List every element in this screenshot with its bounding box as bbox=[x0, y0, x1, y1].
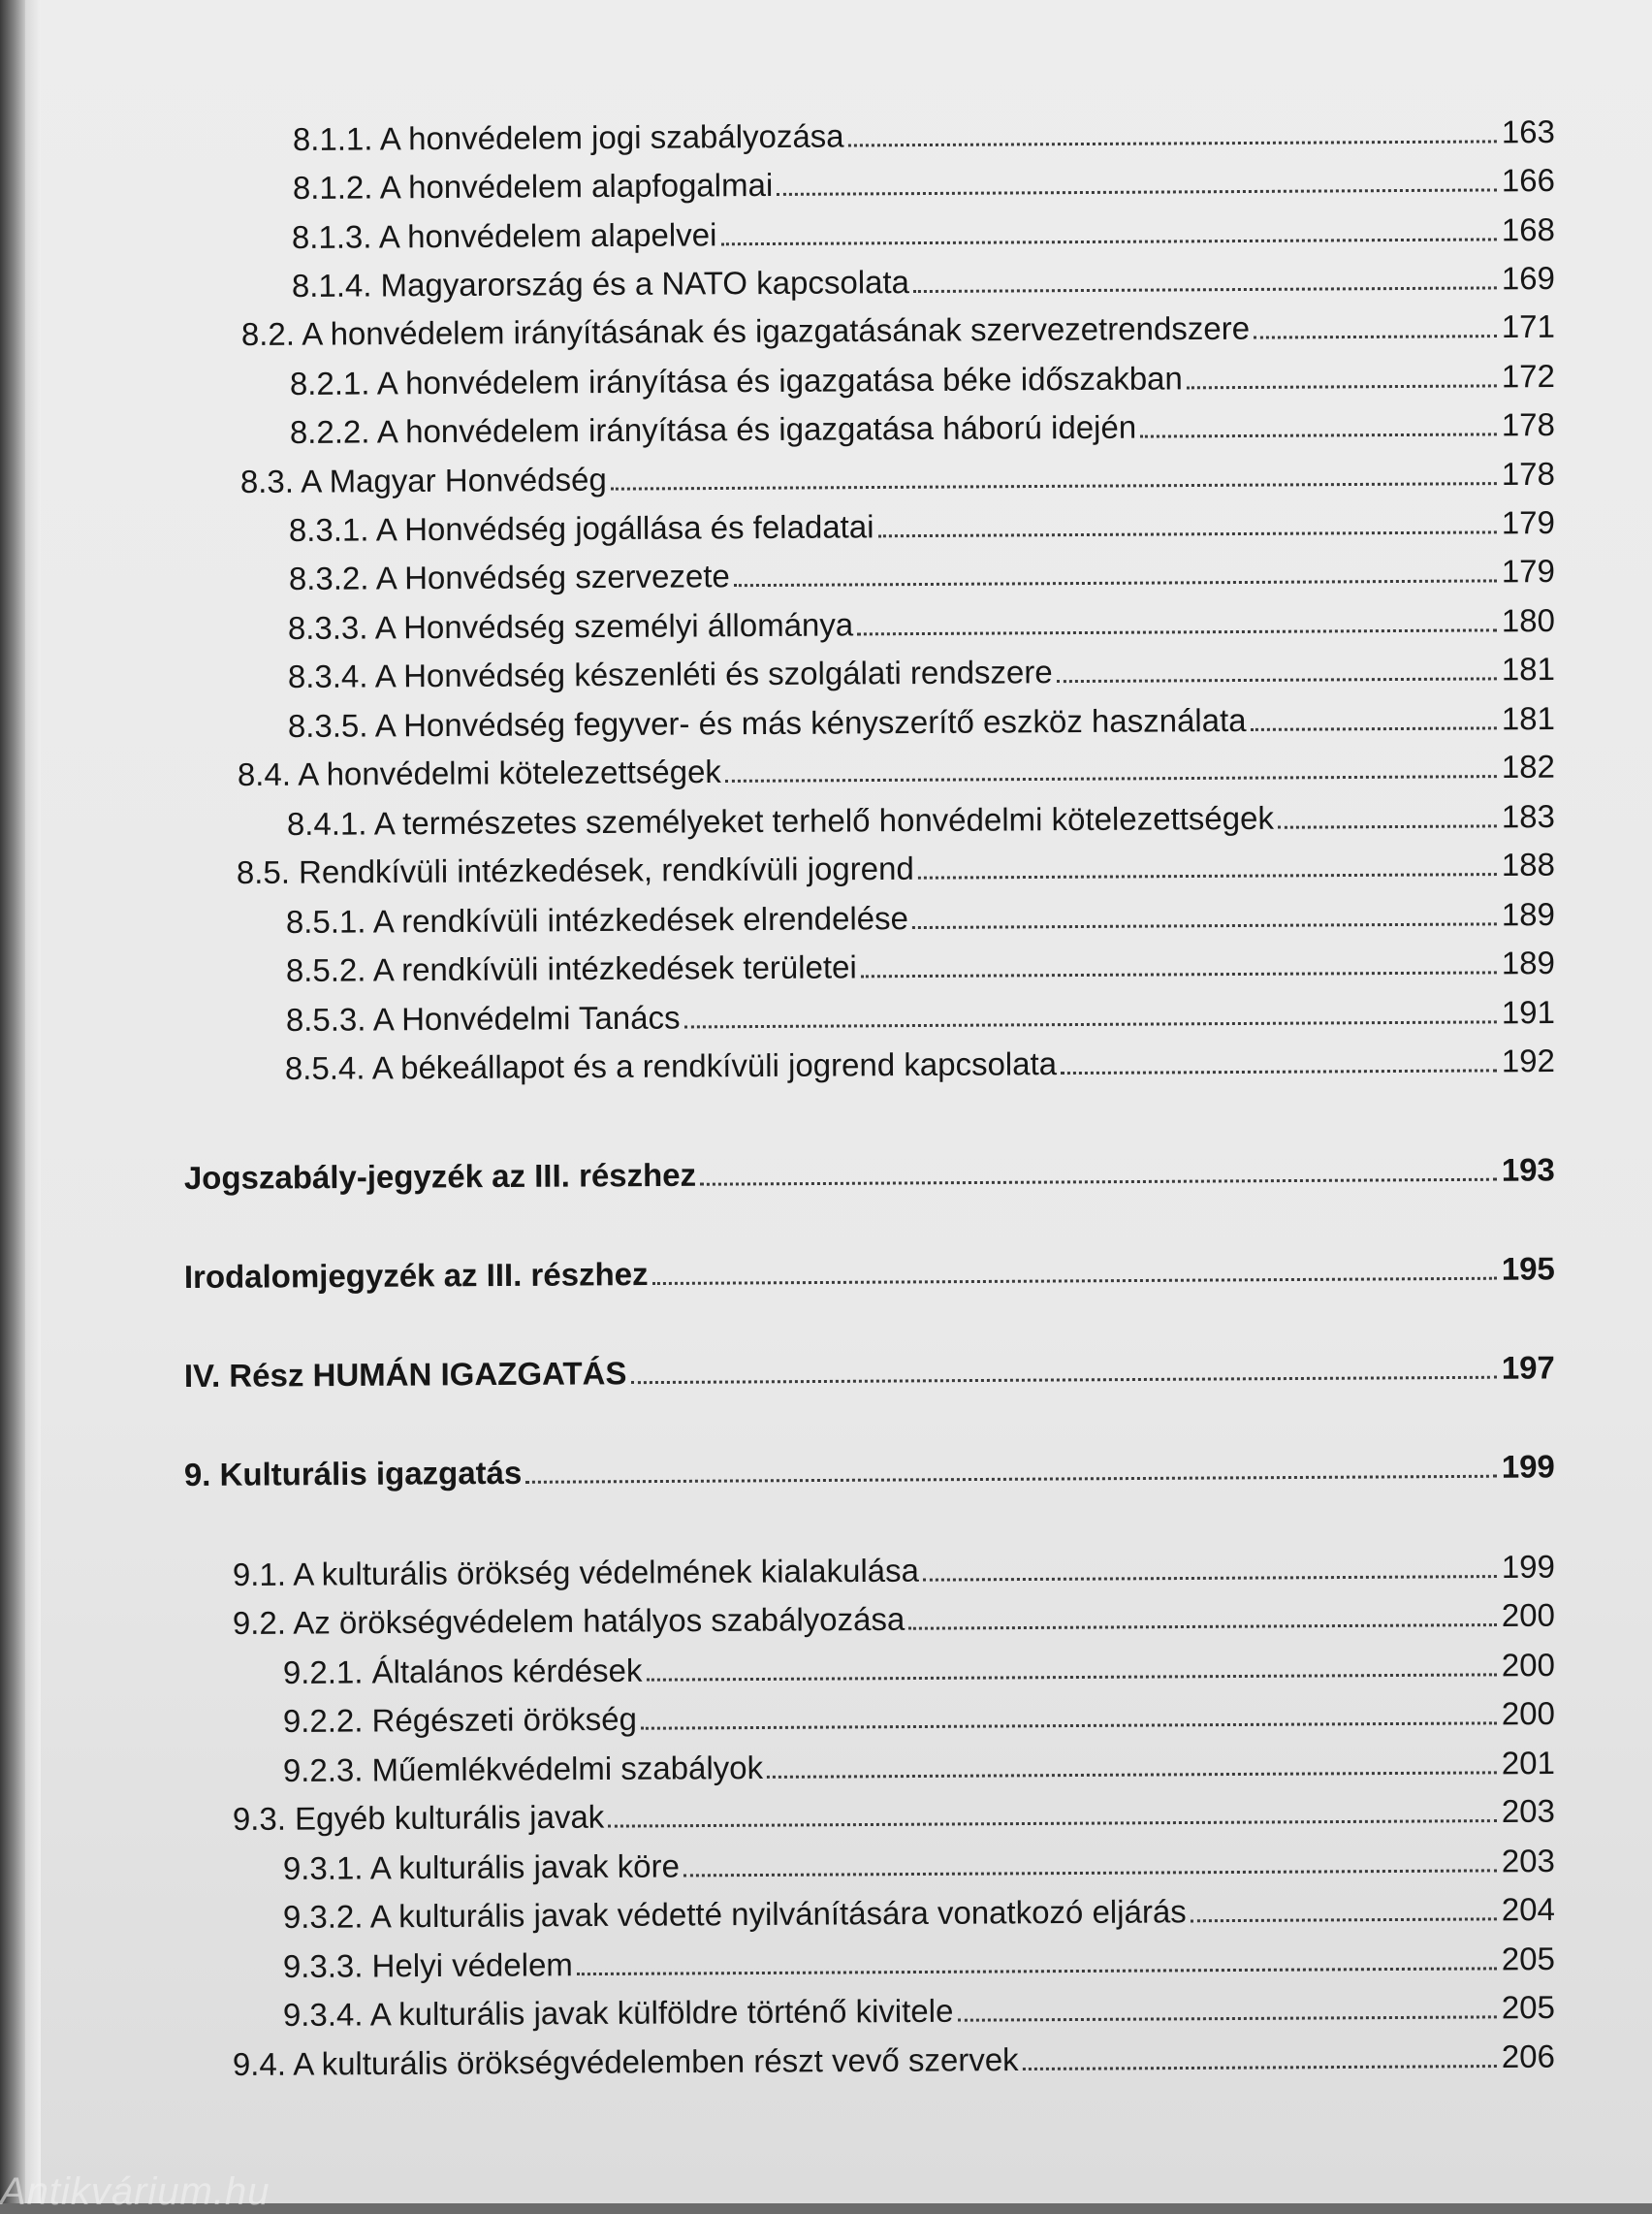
dot-leader bbox=[918, 873, 1497, 880]
dot-leader bbox=[684, 1020, 1497, 1028]
dot-leader bbox=[700, 1178, 1497, 1186]
toc-entry-page: 189 bbox=[1501, 945, 1555, 981]
dot-leader bbox=[1191, 1917, 1497, 1922]
toc-entry-page: 195 bbox=[1501, 1250, 1555, 1287]
toc-entry-page: 181 bbox=[1501, 700, 1555, 737]
toc-entry-title: Jogszabály-jegyzék az III. részhez bbox=[183, 1156, 697, 1196]
toc-entry-page: 199 bbox=[1501, 1448, 1555, 1485]
toc-entry-8-2-2 bbox=[290, 401, 1555, 452]
toc-entry-page: 169 bbox=[1501, 260, 1555, 297]
toc-entry-title: 8.2.2. A honvédelem irányítása és igazgatása háború idején bbox=[289, 408, 1137, 451]
toc-entry-8-2 bbox=[241, 304, 1555, 354]
toc-entry-title: 8.3.3. A Honvédség személyi állománya bbox=[287, 606, 854, 647]
dot-leader bbox=[957, 2015, 1496, 2021]
toc-entry-8-1-3 bbox=[292, 207, 1555, 257]
toc-entry-9-1 bbox=[233, 1544, 1555, 1594]
dot-leader bbox=[725, 775, 1497, 783]
toc-entry-8-3-5 bbox=[288, 695, 1555, 746]
toc-entry-page: 172 bbox=[1501, 358, 1555, 395]
dot-leader bbox=[1251, 726, 1497, 731]
toc-entry-9-2-2 bbox=[283, 1690, 1555, 1741]
toc-entry-page: 203 bbox=[1501, 1842, 1555, 1879]
dot-leader bbox=[777, 188, 1497, 196]
dot-leader bbox=[1057, 677, 1497, 683]
toc-entry-page: 203 bbox=[1501, 1792, 1555, 1830]
toc-entry-page: 182 bbox=[1501, 748, 1555, 786]
toc-entry-9-4 bbox=[233, 2034, 1555, 2084]
toc-entry-title: 8.3.5. A Honvédség fegyver- és más kényszerítő eszköz használata bbox=[287, 701, 1247, 745]
toc-entry-8-3 bbox=[240, 451, 1555, 501]
dot-leader bbox=[908, 1623, 1497, 1630]
toc-entry-page: 180 bbox=[1501, 602, 1555, 639]
toc-entry-title: 8.3.4. A Honvédség készenléti és szolgálati rendszere bbox=[287, 654, 1053, 695]
dot-leader bbox=[652, 1277, 1497, 1285]
toc-entry-page: 200 bbox=[1501, 1596, 1555, 1634]
toc-entry-8-5-4 bbox=[285, 1038, 1555, 1088]
toc-entry-8-1-2 bbox=[293, 157, 1555, 208]
toc-entry-page: 200 bbox=[1501, 1694, 1555, 1732]
toc-entry-9-3-4 bbox=[283, 1984, 1555, 2035]
toc-entry-page: 178 bbox=[1501, 406, 1555, 443]
toc-entry-title: 9.3.2. A kulturális javak védetté nyilvánítására vonatkozó eljárás bbox=[282, 1893, 1187, 1935]
dot-leader bbox=[525, 1475, 1497, 1484]
toc-entry-page: 189 bbox=[1501, 896, 1555, 933]
toc-entry-page: 192 bbox=[1501, 1042, 1555, 1079]
toc-entry-page: 205 bbox=[1501, 1988, 1555, 2026]
dot-leader bbox=[683, 1869, 1497, 1877]
toc-entry-title: 8.2. A honvédelem irányításának és igazgatásának szervezetrendszere bbox=[240, 309, 1251, 353]
dot-leader bbox=[1187, 384, 1497, 389]
toc-entry-page: 181 bbox=[1501, 651, 1555, 688]
toc-entry-title: 9.3.1. A kulturális javak köre bbox=[282, 1847, 681, 1886]
toc-entry-title: 8.5.1. A rendkívüli intézkedések elrendelése bbox=[285, 900, 909, 941]
dot-leader bbox=[861, 971, 1497, 978]
dot-leader bbox=[1254, 335, 1497, 339]
dot-leader bbox=[734, 579, 1497, 587]
toc-entry-title: 8.3.2. A Honvédség szervezete bbox=[288, 558, 730, 597]
toc-entry-8-3-2 bbox=[289, 548, 1555, 598]
toc-entry-page: 179 bbox=[1501, 504, 1555, 541]
toc-entry-title: 8.5.4. A békeállapot és a rendkívüli jogrend kapcsolata bbox=[284, 1045, 1058, 1086]
toc-entry-page: 193 bbox=[1501, 1151, 1555, 1188]
toc-entry-9-2 bbox=[233, 1592, 1555, 1643]
dot-leader bbox=[913, 286, 1497, 293]
toc-entry-title: 9.1. A kulturális örökség védelmének kialakulása bbox=[232, 1552, 920, 1592]
toc-entry-title: 9.3. Egyéb kulturális javak bbox=[232, 1798, 605, 1837]
toc-entry-page: 205 bbox=[1501, 1940, 1555, 1977]
watermark: Antikvárium.hu bbox=[0, 2170, 270, 2213]
toc-entry-page: 168 bbox=[1501, 211, 1555, 248]
toc-entry-9-3-3 bbox=[283, 1936, 1555, 1986]
toc-entry-iv-resz bbox=[184, 1344, 1555, 1396]
toc-entry-page: 183 bbox=[1501, 798, 1555, 835]
toc-entry-8-5-1 bbox=[286, 891, 1555, 942]
toc-entry-title: 9.4. A kulturális örökségvédelemben részt vevő szervek bbox=[232, 2041, 1019, 2082]
toc-entry-9-3-2 bbox=[283, 1886, 1555, 1937]
toc-entry-8-5-3 bbox=[286, 989, 1555, 1040]
toc-entry-page: 199 bbox=[1501, 1548, 1555, 1586]
toc-entry-8-1-4 bbox=[292, 255, 1555, 305]
toc-entry-page: 179 bbox=[1501, 553, 1555, 590]
toc-entry-title: 9.2. Az örökségvédelem hatályos szabályozása bbox=[232, 1600, 905, 1641]
dot-leader bbox=[608, 1819, 1497, 1828]
toc-entry-title: Irodalomjegyzék az III. részhez bbox=[183, 1256, 649, 1295]
dot-leader bbox=[630, 1376, 1496, 1384]
dot-leader bbox=[646, 1673, 1496, 1681]
dot-leader bbox=[1023, 2065, 1497, 2070]
toc-entry-8-5 bbox=[237, 842, 1555, 892]
toc-entry-title: 8.1.3. A honvédelem alapelvei bbox=[291, 216, 717, 256]
toc-entry-title: 8.1.1. A honvédelem jogi szabályozása bbox=[292, 117, 844, 158]
toc-entry-page: 163 bbox=[1501, 113, 1555, 150]
dot-leader bbox=[1278, 824, 1497, 828]
toc-entry-title: 8.1.2. A honvédelem alapfogalmai bbox=[292, 166, 774, 207]
dot-leader bbox=[1140, 433, 1497, 437]
toc-entry-jogszabaly-jegyzek bbox=[184, 1146, 1555, 1198]
toc-entry-title: 8.5.2. A rendkívüli intézkedések területei bbox=[285, 948, 857, 989]
toc-entry-page: 204 bbox=[1501, 1890, 1555, 1928]
dot-leader bbox=[1061, 1069, 1497, 1075]
toc-entry-page: 200 bbox=[1501, 1646, 1555, 1684]
toc-entry-8-4-1 bbox=[287, 793, 1555, 844]
toc-entry-title: 8.2.1. A honvédelem irányítása és igazgatása béke időszakban bbox=[289, 360, 1183, 402]
toc-entry-9 bbox=[184, 1443, 1555, 1494]
toc-entry-page: 171 bbox=[1501, 307, 1555, 345]
dot-leader bbox=[857, 628, 1497, 635]
toc-entry-title: 8.3.1. A Honvédség jogállása és feladatai bbox=[288, 508, 874, 549]
toc-entry-8-4 bbox=[238, 744, 1555, 794]
dot-leader bbox=[912, 922, 1497, 929]
toc-entry-title: 8.4. A honvédelmi kötelezettségek bbox=[237, 753, 721, 793]
toc-entry-title: 8.1.4. Magyarország és a NATO kapcsolata bbox=[291, 264, 910, 305]
toc-entry-title: 9. Kulturális igazgatás bbox=[183, 1454, 523, 1492]
toc-entry-8-5-2 bbox=[286, 940, 1555, 990]
toc-entry-title: 9.2.2. Régészeti örökség bbox=[282, 1700, 638, 1739]
toc-entry-title: 9.2.3. Műemlékvédelmi szabályok bbox=[282, 1749, 764, 1788]
dot-leader bbox=[720, 238, 1497, 245]
dot-leader bbox=[577, 1967, 1497, 1975]
toc-entry-page: 188 bbox=[1501, 846, 1555, 883]
dot-leader bbox=[611, 482, 1497, 491]
dot-leader bbox=[923, 1575, 1497, 1582]
toc-entry-page: 197 bbox=[1501, 1349, 1555, 1386]
toc-entry-9-2-1 bbox=[283, 1642, 1555, 1692]
dot-leader bbox=[878, 530, 1497, 537]
toc-entry-page: 178 bbox=[1501, 455, 1555, 493]
dot-leader bbox=[767, 1771, 1497, 1779]
toc-entry-title: 8.5. Rendkívüli intézkedések, rendkívüli jogrend bbox=[236, 850, 914, 891]
toc-entry-title: 9.2.1. Általános kérdések bbox=[282, 1652, 643, 1690]
toc-entry-title: IV. Rész HUMÁN IGAZGATÁS bbox=[183, 1355, 627, 1394]
toc-entry-title: 9.3.3. Helyi védelem bbox=[282, 1946, 573, 1984]
toc-entry-title: 8.5.3. A Honvédelmi Tanács bbox=[285, 999, 681, 1038]
toc-entry-title: 8.4.1. A természetes személyeket terhelő honvédelmi kötelezettségek bbox=[286, 799, 1275, 843]
toc-entry-8-3-3 bbox=[288, 597, 1555, 648]
toc-entry-9-3-1 bbox=[283, 1838, 1555, 1888]
toc-entry-irodalomjegyzek bbox=[184, 1245, 1555, 1297]
toc-entry-page: 191 bbox=[1501, 994, 1555, 1031]
toc-entry-page: 166 bbox=[1501, 162, 1555, 199]
toc-entry-8-3-4 bbox=[288, 646, 1555, 696]
toc-entry-page: 201 bbox=[1501, 1744, 1555, 1781]
toc-entry-title: 8.3. A Magyar Honvédség bbox=[239, 461, 607, 500]
toc-entry-title: 9.3.4. A kulturális javak külföldre történő kivitele bbox=[282, 1992, 954, 2033]
toc-entry-9-3 bbox=[233, 1788, 1555, 1839]
dot-leader bbox=[641, 1721, 1497, 1729]
toc-entry-8-1-1 bbox=[293, 109, 1555, 159]
toc-entry-page: 206 bbox=[1501, 2038, 1555, 2075]
dot-leader bbox=[848, 140, 1497, 146]
toc-entry-8-2-1 bbox=[290, 353, 1555, 403]
toc-entry-9-2-3 bbox=[283, 1740, 1555, 1790]
toc-entry-8-3-1 bbox=[289, 499, 1555, 550]
